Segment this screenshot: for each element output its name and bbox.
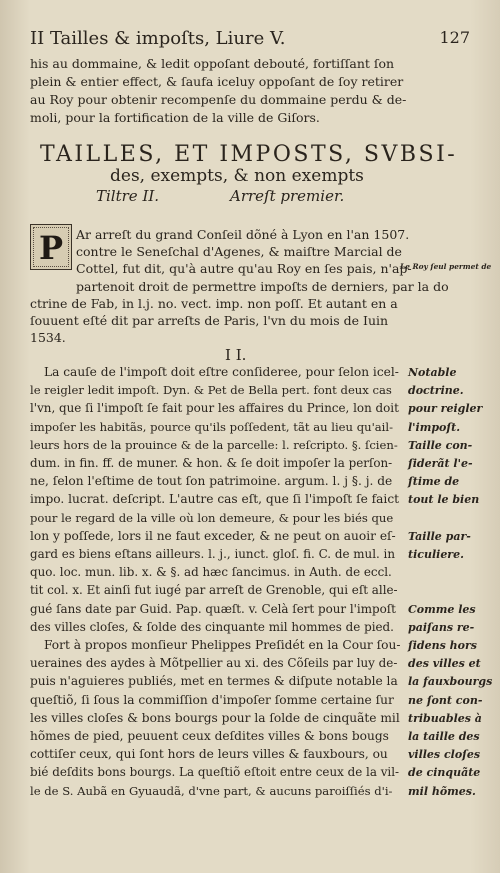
margin-note: pour reigler: [408, 402, 483, 416]
margin-note: Le Roy ſeul permet de: [400, 262, 492, 271]
text-line: queſtiõ, ſi ſous la commiſſion d'impoſer ſomme certaine ſur: [30, 692, 394, 707]
arrest-label: Arreſt premier.: [230, 187, 345, 205]
margin-note: ſidens hors: [408, 639, 477, 652]
margin-note: paiſans re-: [408, 620, 475, 634]
text-line: Cottel, fut dit, qu'à autre qu'au Roy en ſes pais, n'ap-: [76, 261, 412, 276]
text-line: leurs hors de la prouince & de la parcelle: l. reſcripto. §. ſcien-: [30, 437, 398, 452]
running-header: [30, 28, 470, 54]
section-title: TAILLES, ET IMPOSTS, SVBSI-: [40, 142, 458, 167]
text-line: pour le regard de la ville où lon demeure, & pour les biés que: [30, 510, 394, 525]
margin-note: tout le bien: [408, 493, 480, 507]
text-line: dum. in fin. ff. de muner. & hon. & ſe doit impoſer la perſon-: [30, 456, 393, 470]
text-line: ne, ſelon l'eſtime de tout ſon patrimoine. argum. l. j §. j. de: [30, 474, 393, 489]
text-line: 1534.: [30, 330, 66, 345]
text-line: partenoit droit de permettre impoſts de derniers, par la do: [76, 279, 449, 294]
margin-note: ticuliere.: [408, 548, 464, 561]
margin-note: de cinquãte: [408, 766, 481, 780]
header-title: II Tailles & impoſts, Liure V.: [30, 28, 286, 49]
margin-note: doctrine.: [408, 384, 464, 398]
text-line: tit col. x. Et ainſi fut iugé par arreſt de Grenoble, qui eſt alle-: [30, 583, 398, 598]
margin-note: tribuables à: [408, 711, 482, 725]
text-line: puis n'aguieres publiés, met en termes & diſpute notable la: [30, 674, 398, 689]
text-line: ctrine de Fab, in l.j. no. vect. imp. non poſſ. Et autant en a: [30, 296, 398, 311]
margin-note: villes cloſes: [408, 748, 481, 762]
text-line: au Roy pour obtenir recompenſe du dommaine perdu & de-: [30, 92, 407, 107]
margin-note: ne ſont con-: [408, 693, 483, 707]
margin-note: l'impoſt.: [408, 420, 461, 434]
text-line: quo. loc. mun. lib. x. & §. ad hæc ſancimus. in Auth. de eccl.: [30, 565, 392, 580]
margin-note: la fauxbourgs: [408, 675, 493, 689]
text-line: des villes cloſes, & ſolde des cinquante mil hommes de pied.: [30, 619, 394, 634]
text-line: Ar arreſt du grand Conſeil dõné à Lyon en l'an 1507.: [76, 227, 410, 242]
section-subtitle: des, exempts, & non exempts: [110, 166, 364, 186]
text-line: ſouuent eſté dit par arreſts de Paris, l'vn du mois de Iuin: [30, 313, 389, 328]
paragraph-numeral: I I.: [225, 346, 247, 364]
text-line: les villes cloſes & bons bourgs pour la ſolde de cinquãte mil: [30, 710, 400, 725]
margin-note: ſiderãt l'e-: [408, 457, 473, 470]
page-number: 127: [439, 28, 470, 47]
text-line: Fort à propos monſieur Phelippes Preſidét en la Cour ſou-: [44, 638, 401, 652]
text-line: le reigler ledit impoſt. Dyn. & Pet de Bella pert. font deux cas: [30, 383, 392, 398]
margin-note: mil hõmes.: [408, 784, 476, 798]
margin-note: Comme les: [408, 602, 476, 616]
text-line: contre le Seneſchal d'Agenes, & maiſtre Marcial de: [76, 244, 402, 259]
text-line: ueraines des aydes à Mõtpellier au xi. des Cõſeils par luy de-: [30, 656, 398, 671]
margin-note: Taille par-: [408, 529, 471, 543]
text-line: La cauſe de l'impoſt doit eſtre conſideree, pour ſelon icel-: [44, 365, 399, 379]
margin-note: la taille des: [408, 730, 480, 743]
text-line: his au dommaine, & ledit oppoſant debouté, fortiſſant ſon: [30, 56, 395, 71]
text-line: l'vn, que ſi l'impoſt ſe fait pour les affaires du Prince, lon doit: [30, 401, 399, 416]
text-line: impo. lucrat. deſcript. L'autre cas eſt, que ſi l'impoſt ſe faict: [30, 492, 400, 507]
text-line: gué ſans date par Guid. Pap. quæſt. v. Celà ſert pour l'impoſt: [30, 601, 396, 616]
margin-note: ſtime de: [408, 475, 460, 489]
text-line: bié deſdits bons bourgs. La queſtiõ eſtoit entre ceux de la vil-: [30, 765, 400, 780]
drop-cap-initial: [30, 224, 72, 270]
margin-note: Notable: [408, 366, 457, 379]
titre-label: Tiltre II.: [96, 187, 160, 205]
margin-note: des villes et: [408, 657, 481, 671]
text-line: le de S. Aubã en Gyuaudã, d'vne part, & aucuns paroiſſiés d'i-: [30, 783, 393, 798]
text-line: cottiſer ceux, qui ſont hors de leurs villes & fauxbours, ou: [30, 747, 388, 762]
text-line: impoſer les habitãs, pource qu'ils poſſedent, tãt au lieu qu'ail-: [30, 419, 394, 434]
text-line: hõmes de pied, peuuent ceux deſdites villes & bons bougs: [30, 729, 389, 743]
margin-note: Taille con-: [408, 438, 473, 452]
text-line: gard es biens eſtans ailleurs. l. j., iunct. gloſ. fi. C. de mul. in: [30, 547, 396, 561]
text-line: lon y poſſede, lors il ne faut exceder, & ne peut on auoir eſ-: [30, 528, 396, 543]
text-line: plein & entier effect, & ſaufa iceluy oppoſant de ſoy retirer: [30, 74, 404, 89]
text-line: moli, pour la fortification de la ville de Giſors.: [30, 110, 320, 125]
drop-cap-letter: P: [39, 229, 64, 267]
